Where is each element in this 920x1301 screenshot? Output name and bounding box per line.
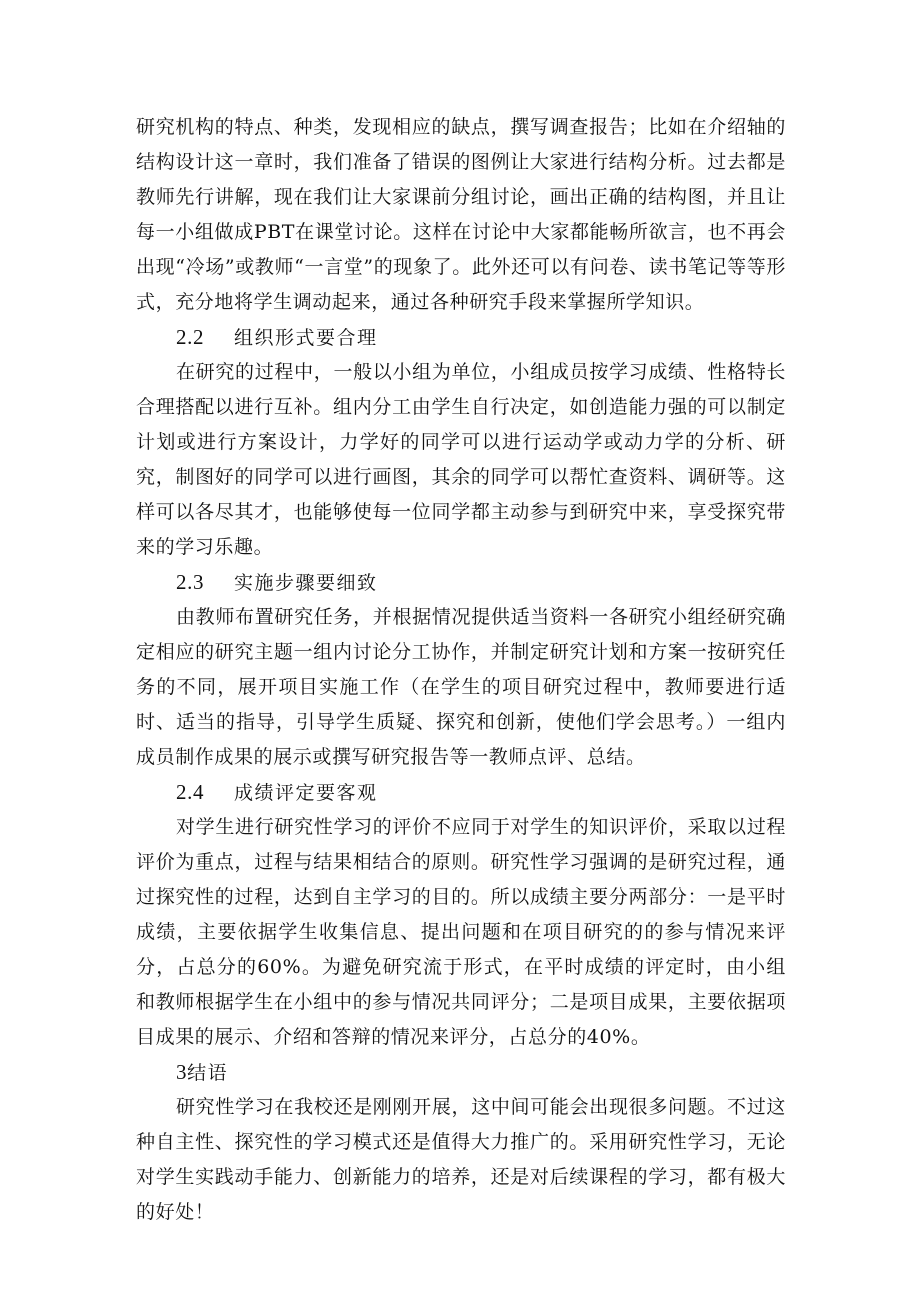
section-number: 2.4 (176, 780, 205, 804)
section-heading-2-3 (136, 565, 786, 600)
section-title: 成绩评定要客观 (234, 782, 378, 804)
paragraph-conclusion: 研究性学习在我校还是刚刚开展，这中间可能会出现很多问题。不过这种自主性、探究性的学习模式还是值得大力推广的。采用研究性学习，无论对学生实践动手能力、创新能力的培养，还是对后续课程的学习，都有极大的好处！ (136, 1096, 786, 1223)
section-heading-3 (136, 1055, 786, 1090)
section-number: 2.2 (176, 325, 205, 349)
section-title: 结语 (187, 1062, 229, 1084)
section-title: 实施步骤要细致 (234, 572, 378, 594)
paragraph-organization: 在研究的过程中，一般以小组为单位，小组成员按学习成绩、性格特长合理搭配以进行互补。组内分工由学生自行决定，如创造能力强的可以制定计划或进行方案设计，力学好的同学可以进行运动学或动力学的分析、研究，制图好的同学可以进行画图，其余的同学可以帮忙查资料、调研等。这样可以各尽其才，也能够使每一位同学都主动参与到研究中来，享受探究带来的学习乐趣。 (136, 361, 786, 558)
document-body (136, 110, 786, 1230)
paragraph-continued: 研究机构的特点、种类，发现相应的缺点，撰写调查报告；比如在介绍轴的结构设计这一章时，我们准备了错误的图例让大家进行结构分析。过去都是教师先行讲解，现在我们让大家课前分组讨论，画出正确的结构图，并且让每一小组做成PBT在课堂讨论。这样在讨论中大家都能畅所欲言，也不再会出现“冷场”或教师“一言堂”的现象了。此外还可以有问卷、读书笔记等等形式，充分地将学生调动起来，通过各种研究手段来掌握所学知识。 (136, 116, 786, 313)
paragraph-evaluation: 对学生进行研究性学习的评价不应同于对学生的知识评价，采取以过程评价为重点，过程与结果相结合的原则。研究性学习强调的是研究过程，通过探究性的过程，达到自主学习的目的。所以成绩主要分两部分：一是平时成绩，主要依据学生收集信息、提出问题和在项目研究的的参与情况来评分，占总分的60%。为避免研究流于形式，在平时成绩的评定时，由小组和教师根据学生在小组中的参与情况共同评分；二是项目成果，主要依据项目成果的展示、介绍和答辩的情况来评分，占总分的40%。 (136, 816, 786, 1048)
section-number: 3 (176, 1060, 188, 1084)
section-heading-2-4 (136, 775, 786, 810)
section-number: 2.3 (176, 570, 205, 594)
section-title: 组织形式要合理 (234, 327, 378, 349)
paragraph-steps: 由教师布置研究任务，并根据情况提供适当资料一各研究小组经研究确定相应的研究主题一组内讨论分工协作，并制定研究计划和方案一按研究任务的不同，展开项目实施工作（在学生的项目研究过程中，教师要进行适时、适当的指导，引导学生质疑、探究和创新，使他们学会思考。）一组内成员制作成果的展示或撰写研究报告等一教师点评、总结。 (136, 606, 786, 768)
section-heading-2-2 (136, 320, 786, 355)
